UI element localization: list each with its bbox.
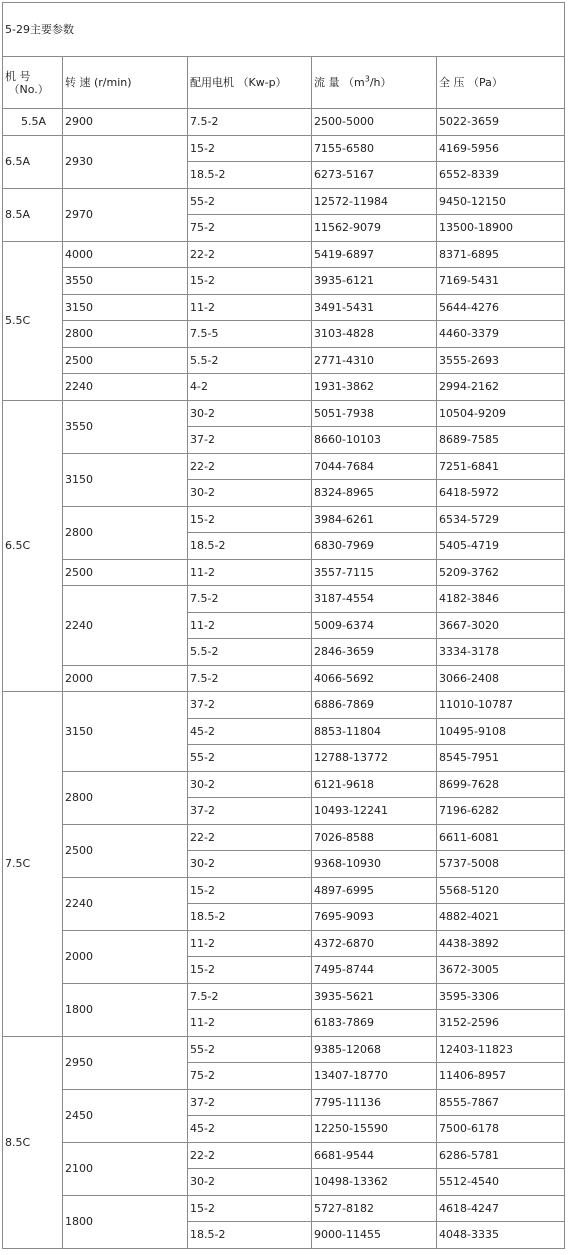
pressure-cell: 11010-10787 (437, 692, 565, 719)
pressure-cell: 3672-3005 (437, 957, 565, 984)
pressure-cell: 4618-4247 (437, 1195, 565, 1222)
motor-cell: 7.5-2 (188, 665, 312, 692)
pressure-cell: 6534-5729 (437, 506, 565, 533)
flow-cell: 2500-5000 (312, 109, 437, 136)
motor-cell: 15-2 (188, 877, 312, 904)
speed-cell: 2930 (63, 135, 188, 188)
flow-cell: 2771-4310 (312, 347, 437, 374)
flow-cell: 7026-8588 (312, 824, 437, 851)
speed-cell: 2100 (63, 1142, 188, 1195)
pressure-cell: 3334-3178 (437, 639, 565, 666)
pressure-cell: 4460-3379 (437, 321, 565, 348)
table-row (3, 241, 565, 268)
motor-cell: 37-2 (188, 692, 312, 719)
flow-cell: 8324-8965 (312, 480, 437, 507)
motor-cell: 15-2 (188, 957, 312, 984)
pressure-cell: 5209-3762 (437, 559, 565, 586)
pressure-cell: 4438-3892 (437, 930, 565, 957)
motor-cell: 30-2 (188, 480, 312, 507)
pressure-cell: 5568-5120 (437, 877, 565, 904)
table-row (3, 506, 565, 533)
pressure-cell: 10495-9108 (437, 718, 565, 745)
speed-cell: 3150 (63, 692, 188, 772)
motor-cell: 45-2 (188, 718, 312, 745)
table-row (3, 877, 565, 904)
flow-cell: 12250-15590 (312, 1116, 437, 1143)
motor-cell: 11-2 (188, 294, 312, 321)
speed-cell: 2970 (63, 188, 188, 241)
flow-cell: 7495-8744 (312, 957, 437, 984)
motor-cell: 11-2 (188, 930, 312, 957)
flow-cell: 6886-7869 (312, 692, 437, 719)
pressure-cell: 3555-2693 (437, 347, 565, 374)
motor-cell: 55-2 (188, 745, 312, 772)
pressure-cell: 7251-6841 (437, 453, 565, 480)
speed-cell: 3150 (63, 294, 188, 321)
pressure-cell: 4048-3335 (437, 1222, 565, 1249)
speed-cell: 3550 (63, 268, 188, 295)
table-row (3, 1036, 565, 1063)
flow-cell: 7155-6580 (312, 135, 437, 162)
flow-cell: 5051-7938 (312, 400, 437, 427)
pressure-cell: 8555-7867 (437, 1089, 565, 1116)
flow-cell: 3935-5621 (312, 983, 437, 1010)
motor-cell: 22-2 (188, 453, 312, 480)
title-row (3, 3, 565, 57)
pressure-cell: 6611-6081 (437, 824, 565, 851)
motor-cell: 37-2 (188, 427, 312, 454)
motor-cell: 30-2 (188, 400, 312, 427)
speed-cell: 2800 (63, 506, 188, 559)
table-row (3, 188, 565, 215)
flow-cell: 9000-11455 (312, 1222, 437, 1249)
motor-cell: 15-2 (188, 506, 312, 533)
flow-cell: 8853-11804 (312, 718, 437, 745)
table-row (3, 135, 565, 162)
flow-cell: 3491-5431 (312, 294, 437, 321)
model-cell: 8.5A (3, 188, 63, 241)
flow-cell: 1931-3862 (312, 374, 437, 401)
pressure-cell: 8699-7628 (437, 771, 565, 798)
table-row (3, 771, 565, 798)
speed-cell: 4000 (63, 241, 188, 268)
pressure-cell: 3595-3306 (437, 983, 565, 1010)
motor-cell: 7.5-2 (188, 983, 312, 1010)
flow-cell: 8660-10103 (312, 427, 437, 454)
flow-cell: 6121-9618 (312, 771, 437, 798)
speed-cell: 2500 (63, 559, 188, 586)
motor-cell: 7.5-5 (188, 321, 312, 348)
flow-cell: 5009-6374 (312, 612, 437, 639)
motor-cell: 5.5-2 (188, 639, 312, 666)
model-cell: 8.5C (3, 1036, 63, 1248)
table-row (3, 983, 565, 1010)
flow-cell: 6273-5167 (312, 162, 437, 189)
header-speed: 转 速 (r/min) (63, 57, 188, 109)
table-row (3, 400, 565, 427)
motor-cell: 18.5-2 (188, 533, 312, 560)
flow-cell: 12788-13772 (312, 745, 437, 772)
pressure-cell: 3667-3020 (437, 612, 565, 639)
flow-cell: 3557-7115 (312, 559, 437, 586)
flow-cell: 11562-9079 (312, 215, 437, 242)
flow-cell: 4066-5692 (312, 665, 437, 692)
motor-cell: 30-2 (188, 771, 312, 798)
pressure-cell: 5644-4276 (437, 294, 565, 321)
speed-cell: 2950 (63, 1036, 188, 1089)
motor-cell: 18.5-2 (188, 904, 312, 931)
table-row (3, 824, 565, 851)
speed-cell: 1800 (63, 1195, 188, 1248)
header-motor: 配用电机 （Kw-p） (188, 57, 312, 109)
motor-cell: 4-2 (188, 374, 312, 401)
flow-cell: 13407-18770 (312, 1063, 437, 1090)
table-row (3, 1142, 565, 1169)
flow-cell: 9368-10930 (312, 851, 437, 878)
pressure-cell: 4169-5956 (437, 135, 565, 162)
motor-cell: 45-2 (188, 1116, 312, 1143)
pressure-cell: 6552-8339 (437, 162, 565, 189)
motor-cell: 15-2 (188, 135, 312, 162)
pressure-cell: 9450-12150 (437, 188, 565, 215)
pressure-cell: 5405-4719 (437, 533, 565, 560)
motor-cell: 37-2 (188, 798, 312, 825)
motor-cell: 22-2 (188, 241, 312, 268)
model-cell: 5.5C (3, 241, 63, 400)
flow-cell: 6830-7969 (312, 533, 437, 560)
speed-cell: 2900 (63, 109, 188, 136)
flow-cell: 6681-9544 (312, 1142, 437, 1169)
table-title: 5-29主要参数 (3, 3, 565, 57)
flow-cell: 7795-11136 (312, 1089, 437, 1116)
pressure-cell: 5737-5008 (437, 851, 565, 878)
flow-cell: 4897-6995 (312, 877, 437, 904)
motor-cell: 37-2 (188, 1089, 312, 1116)
motor-cell: 5.5-2 (188, 347, 312, 374)
speed-cell: 2000 (63, 930, 188, 983)
speed-cell: 2800 (63, 321, 188, 348)
speed-cell: 2800 (63, 771, 188, 824)
model-cell: 7.5C (3, 692, 63, 1037)
table-row (3, 930, 565, 957)
header-model-label: 机 号 (5, 69, 31, 83)
flow-cell: 12572-11984 (312, 188, 437, 215)
speed-cell: 3150 (63, 453, 188, 506)
pressure-cell: 8545-7951 (437, 745, 565, 772)
speed-cell: 2500 (63, 824, 188, 877)
motor-cell: 11-2 (188, 612, 312, 639)
motor-cell: 18.5-2 (188, 162, 312, 189)
speed-cell: 1800 (63, 983, 188, 1036)
speed-cell: 2000 (63, 665, 188, 692)
header-row (3, 57, 565, 109)
speed-cell: 3550 (63, 400, 188, 453)
pressure-cell: 4882-4021 (437, 904, 565, 931)
flow-cell: 3984-6261 (312, 506, 437, 533)
flow-cell: 4372-6870 (312, 930, 437, 957)
pressure-cell: 10504-9209 (437, 400, 565, 427)
table-row (3, 374, 565, 401)
pressure-cell: 13500-18900 (437, 215, 565, 242)
pressure-cell: 8689-7585 (437, 427, 565, 454)
table-row (3, 268, 565, 295)
motor-cell: 30-2 (188, 1169, 312, 1196)
speed-cell: 2500 (63, 347, 188, 374)
table-row (3, 692, 565, 719)
pressure-cell: 11406-8957 (437, 1063, 565, 1090)
pressure-cell: 8371-6895 (437, 241, 565, 268)
motor-cell: 22-2 (188, 824, 312, 851)
header-flow-sup: 3 (364, 74, 370, 84)
pressure-cell: 6418-5972 (437, 480, 565, 507)
motor-cell: 55-2 (188, 188, 312, 215)
pressure-cell: 2994-2162 (437, 374, 565, 401)
flow-cell: 5419-6897 (312, 241, 437, 268)
pressure-cell: 7196-6282 (437, 798, 565, 825)
flow-cell: 3187-4554 (312, 586, 437, 613)
motor-cell: 22-2 (188, 1142, 312, 1169)
header-model (3, 57, 63, 109)
motor-cell: 75-2 (188, 215, 312, 242)
speed-cell: 2240 (63, 374, 188, 401)
table-row (3, 586, 565, 613)
speed-cell: 2240 (63, 586, 188, 666)
header-flow-unit: /h） (369, 76, 392, 89)
pressure-cell: 3066-2408 (437, 665, 565, 692)
model-cell: 6.5C (3, 400, 63, 692)
header-flow-label: 流 量 （m (314, 76, 365, 89)
pressure-cell: 5022-3659 (437, 109, 565, 136)
pressure-cell: 7169-5431 (437, 268, 565, 295)
pressure-cell: 7500-6178 (437, 1116, 565, 1143)
table-row (3, 1089, 565, 1116)
pressure-cell: 5512-4540 (437, 1169, 565, 1196)
table-row (3, 347, 565, 374)
motor-cell: 15-2 (188, 1195, 312, 1222)
model-cell: 5.5A (3, 109, 63, 136)
table-row (3, 559, 565, 586)
header-pressure: 全 压 （Pa） (437, 57, 565, 109)
table-row (3, 294, 565, 321)
flow-cell: 10498-13362 (312, 1169, 437, 1196)
pressure-cell: 3152-2596 (437, 1010, 565, 1037)
flow-cell: 2846-3659 (312, 639, 437, 666)
pressure-cell: 6286-5781 (437, 1142, 565, 1169)
flow-cell: 10493-12241 (312, 798, 437, 825)
motor-cell: 75-2 (188, 1063, 312, 1090)
header-flow (312, 57, 437, 109)
flow-cell: 7044-7684 (312, 453, 437, 480)
table-row (3, 1195, 565, 1222)
motor-cell: 11-2 (188, 1010, 312, 1037)
flow-cell: 3935-6121 (312, 268, 437, 295)
flow-cell: 3103-4828 (312, 321, 437, 348)
motor-cell: 15-2 (188, 268, 312, 295)
flow-cell: 7695-9093 (312, 904, 437, 931)
flow-cell: 9385-12068 (312, 1036, 437, 1063)
motor-cell: 30-2 (188, 851, 312, 878)
table-row (3, 109, 565, 136)
speed-cell: 2240 (63, 877, 188, 930)
table-row (3, 453, 565, 480)
motor-cell: 55-2 (188, 1036, 312, 1063)
pressure-cell: 4182-3846 (437, 586, 565, 613)
motor-cell: 11-2 (188, 559, 312, 586)
parameter-table (2, 2, 565, 1249)
motor-cell: 7.5-2 (188, 109, 312, 136)
table-row (3, 665, 565, 692)
motor-cell: 18.5-2 (188, 1222, 312, 1249)
table-row (3, 321, 565, 348)
header-model-sub: （No.） (8, 82, 49, 96)
flow-cell: 6183-7869 (312, 1010, 437, 1037)
model-cell: 6.5A (3, 135, 63, 188)
speed-cell: 2450 (63, 1089, 188, 1142)
flow-cell: 5727-8182 (312, 1195, 437, 1222)
motor-cell: 7.5-2 (188, 586, 312, 613)
pressure-cell: 12403-11823 (437, 1036, 565, 1063)
